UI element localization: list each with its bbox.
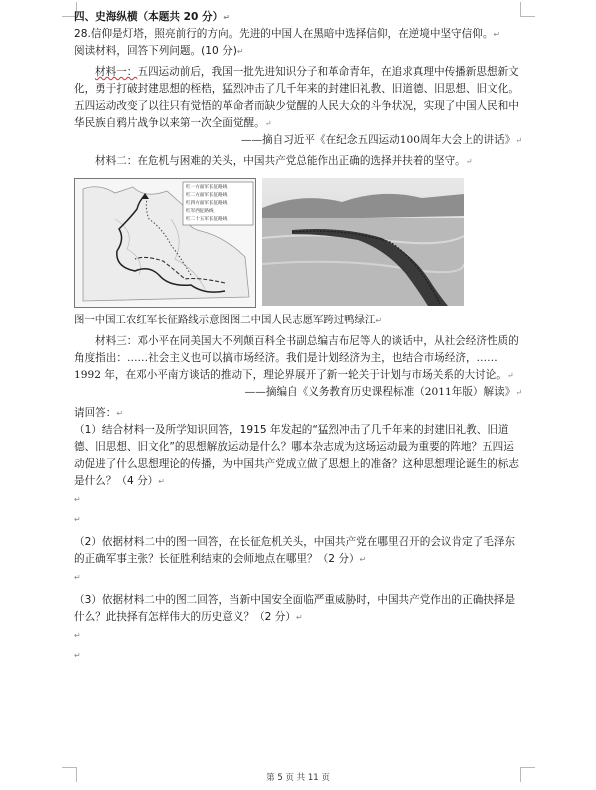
paragraph-mark-icon: ↵ bbox=[116, 409, 124, 418]
paragraph-mark-icon: ↵ bbox=[506, 371, 514, 380]
material-1-label: 材料一： bbox=[95, 66, 138, 78]
section-heading: 四、史海纵横（本题共 20 分）↵ bbox=[74, 11, 230, 23]
paragraph-mark-icon: ↵ bbox=[223, 13, 230, 22]
sub-question-3: （3）依据材料二中的图二回答，当新中国安全面临严重威胁时，中国共产党作出的正确抉择是什么？此抉择有怎样伟大的历史意义？（2 分）↵ bbox=[74, 594, 516, 623]
map-legend bbox=[186, 184, 252, 224]
sub-question-1: （1）结合材料一及所学知识回答，1915 年发起的“猛烈冲击了几千年来的封建旧礼教、旧道德、旧思想、旧文化”的思想解放运动是什么？哪本杂志成为这场运动最为重要的阵地？五四运动促进了什么思想理论的传播，为中国共产党成立做了思想上的准备？这种思想理论诞生的标志是什么？（4 分）↵ bbox=[74, 424, 519, 487]
crop-mark-icon bbox=[520, 2, 535, 17]
paragraph-mark-icon: ↵ bbox=[74, 631, 81, 640]
paragraph-mark-icon: ↵ bbox=[465, 157, 473, 166]
answer-line[interactable] bbox=[74, 626, 522, 646]
answer-prompt: 请回答：↵ bbox=[74, 407, 124, 419]
answer-line[interactable] bbox=[74, 646, 522, 666]
yalu-river-crossing-photo bbox=[262, 178, 464, 306]
paragraph-mark-icon: ↵ bbox=[359, 555, 367, 564]
paragraph-mark-icon: ↵ bbox=[74, 651, 81, 660]
paragraph-mark-icon: ↵ bbox=[236, 47, 244, 56]
map-legend-item: 红一方面军长征路线 bbox=[186, 185, 228, 190]
answer-line[interactable] bbox=[74, 510, 522, 530]
map-legend-item: 红军西征路线 bbox=[186, 209, 214, 214]
material-3-source: ——摘编自《义务教育历史课程标准（2011年版）解读》↵ bbox=[244, 386, 522, 398]
material-2: 材料二：在危机与困难的关头，中国共产党总能作出正确的选择并扶着的坚守。↵ bbox=[95, 155, 473, 167]
paragraph-mark-icon: ↵ bbox=[515, 388, 522, 397]
paragraph-mark-icon: ↵ bbox=[264, 119, 272, 128]
map-legend-item: 红二十五军长征路线 bbox=[186, 217, 228, 222]
paragraph-mark-icon: ↵ bbox=[74, 573, 81, 582]
paragraph-mark-icon: ↵ bbox=[493, 30, 501, 39]
q28-intro: 28.信仰是灯塔，照亮前行的方向。先进的中国人在黑暗中选择信仰，在逆境中坚守信仰。↵ bbox=[74, 28, 501, 40]
page-footer: 第 5 页 共 11 页 bbox=[266, 773, 330, 783]
long-march-map-image bbox=[74, 178, 256, 308]
material-3: 材料三：邓小平在同美国大不列颠百科全书副总编吉布尼等人的谈话中，从社会经济性质的角度指出：……社会主义也可以搞市场经济。我们是计划经济为主，也结合市场经济，……1992 年，在邓小平南方谈话的推动下，理论界展开了新一轮关于计划与市场关系的大讨论。↵ bbox=[74, 335, 519, 381]
sub-question-2: （2）依据材料二中的图一回答，在长征危机关头，中国共产党在哪里召开的会议肯定了毛泽东的正确军事主张？长征胜利结束的会师地点在哪里？（2 分）↵ bbox=[74, 536, 516, 565]
paragraph-mark-icon: ↵ bbox=[375, 316, 383, 325]
map-legend-item: 红四方面军长征路线 bbox=[186, 201, 228, 206]
paragraph-mark-icon: ↵ bbox=[74, 515, 81, 524]
map-legend-item: 红二方面军长征路线 bbox=[186, 193, 228, 198]
material-1-source: ——摘自习近平《在纪念五四运动100周年大会上的讲话》↵ bbox=[240, 134, 522, 146]
figure-caption: 图一中国工农红军长征路线示意图图二中国人民志愿军跨过鸭绿江↵ bbox=[74, 314, 383, 326]
paragraph-mark-icon: ↵ bbox=[295, 613, 303, 622]
paragraph-mark-icon: ↵ bbox=[74, 495, 81, 504]
material-1: 材料一：五四运动前后，我国一批先进知识分子和革命青年，在追求真理中传播新思想新文化，勇于打破封建思想的桎梏，猛烈冲击了几千年来的封建旧礼教、旧道德、旧思想、旧文化。五四运动改变了以往只有觉悟的革命者而缺少觉醒的人民大众的斗争状况，实现了中国人民和中华民族自鸦片战争以来第一次全面觉醒。↵ bbox=[74, 66, 519, 129]
paragraph-mark-icon: ↵ bbox=[158, 477, 165, 486]
q28-instructions: 阅读材料，回答下列问题。(10 分)↵ bbox=[74, 45, 244, 57]
page-content bbox=[74, 9, 522, 666]
paragraph-mark-icon: ↵ bbox=[515, 136, 522, 145]
answer-line[interactable] bbox=[74, 568, 522, 588]
figures bbox=[74, 178, 522, 310]
answer-line[interactable] bbox=[74, 490, 522, 510]
